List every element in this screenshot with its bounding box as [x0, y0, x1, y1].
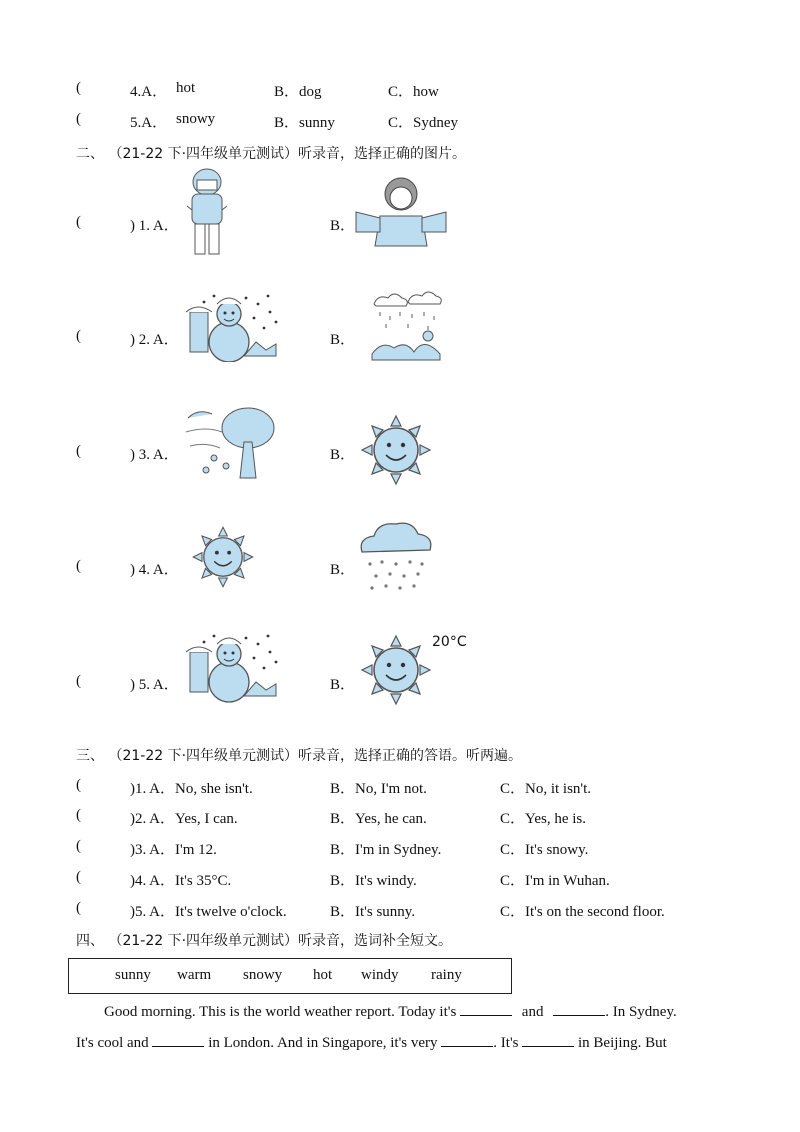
temperature-label: 20°C: [432, 634, 467, 650]
sun-temperature-image: [356, 630, 436, 710]
question-number: 5.A．: [130, 115, 168, 131]
answer-option-c: C．I'm in Wuhan.: [500, 873, 610, 889]
answer-option-b: B．It's windy.: [330, 873, 417, 889]
word-bank-item: rainy: [431, 967, 462, 983]
hot-girl-image: [352, 172, 450, 252]
blank-1[interactable]: [460, 1001, 512, 1016]
option-c: C．Sydney: [388, 115, 459, 131]
answer-option-b: B．Yes, he can.: [330, 811, 427, 827]
answer-option-b: B．I'm in Sydney.: [330, 842, 442, 858]
word-bank-item: windy: [361, 967, 399, 983]
passage-text: . It's: [493, 1035, 519, 1051]
passage-text: in Beijing. But: [578, 1035, 667, 1051]
word-bank-item: hot: [313, 967, 333, 983]
passage-text: Good morning. This is the world weather report. Today it's: [104, 1004, 457, 1020]
paren-open: (: [76, 214, 81, 230]
rain-scene-image: [368, 290, 446, 362]
sun-face-image: [356, 410, 436, 490]
question-label: ) 3. A．: [130, 447, 179, 463]
cold-child-image: [184, 166, 230, 260]
option-b-label: B．: [330, 562, 356, 578]
paren-open: (: [76, 111, 81, 127]
answer-option-b: B．It's sunny.: [330, 904, 416, 920]
paren-open: (: [76, 443, 81, 459]
section-4-title: 四、 （21-22 下·四年级单元测试）听录音，选词补全短文。: [76, 933, 453, 949]
passage-text: It's cool and: [76, 1035, 149, 1051]
section-2-title: 二、 （21-22 下·四年级单元测试）听录音，选择正确的图片。: [76, 146, 467, 162]
answer-option-a: )2. A．Yes, I can.: [130, 811, 238, 827]
section-3-title: 三、 （21-22 下·四年级单元测试）听录音，选择正确的答语。听两遍。: [76, 748, 523, 764]
option-b-label: B．: [330, 677, 356, 693]
paren-open: (: [76, 558, 81, 574]
rain-cloud-image: [356, 518, 436, 594]
answer-option-c: C．It's on the second floor.: [500, 904, 665, 920]
paren-open: (: [76, 80, 81, 96]
answer-option-a: )3. A．I'm 12.: [130, 842, 217, 858]
paren-open: (: [76, 900, 81, 916]
sun-face-image: [188, 522, 258, 592]
paren-open: (: [76, 807, 81, 823]
answer-option-c: C．No, it isn't.: [500, 781, 592, 797]
question-label: ) 4. A．: [130, 562, 179, 578]
blank-2[interactable]: [553, 1001, 605, 1016]
paren-open: (: [76, 328, 81, 344]
word-bank-item: sunny: [115, 967, 151, 983]
paren-open: (: [76, 777, 81, 793]
option-b-label: B．: [330, 332, 356, 348]
option-a: hot: [176, 80, 196, 96]
option-b: B．dog: [274, 84, 322, 100]
answer-option-a: )5. A．It's twelve o'clock.: [130, 904, 287, 920]
question-label: ) 1. A．: [130, 218, 179, 234]
passage-line-1: [104, 1001, 677, 1021]
answer-option-a: )1. A．No, she isn't.: [130, 781, 253, 797]
answer-option-c: C．It's snowy.: [500, 842, 589, 858]
option-b: B．sunny: [274, 115, 335, 131]
passage-text: in London. And in Singapore, it's very: [208, 1035, 438, 1051]
question-label: ) 2. A．: [130, 332, 179, 348]
windy-tree-image: [184, 402, 280, 482]
answer-option-a: )4. A．It's 35°C.: [130, 873, 232, 889]
answer-option-b: B．No, I'm not.: [330, 781, 427, 797]
word-bank-item: warm: [177, 967, 212, 983]
passage-text: and: [521, 1004, 544, 1020]
question-label: ) 5. A．: [130, 677, 179, 693]
blank-4[interactable]: [441, 1032, 493, 1047]
question-number: 4.A．: [130, 84, 168, 100]
word-bank-item: snowy: [243, 967, 283, 983]
blank-3[interactable]: [152, 1032, 204, 1047]
paren-open: (: [76, 869, 81, 885]
option-a: snowy: [176, 111, 216, 127]
passage-line-2: [76, 1032, 667, 1052]
snowman-image: [184, 630, 280, 704]
snowman-image: [184, 290, 280, 362]
blank-5[interactable]: [522, 1032, 574, 1047]
paren-open: (: [76, 838, 81, 854]
answer-option-c: C．Yes, he is.: [500, 811, 586, 827]
option-c: C．how: [388, 84, 439, 100]
passage-text: . In Sydney.: [605, 1004, 677, 1020]
word-bank: [68, 958, 512, 994]
option-b-label: B．: [330, 218, 356, 234]
option-b-label: B．: [330, 447, 356, 463]
paren-open: (: [76, 673, 81, 689]
